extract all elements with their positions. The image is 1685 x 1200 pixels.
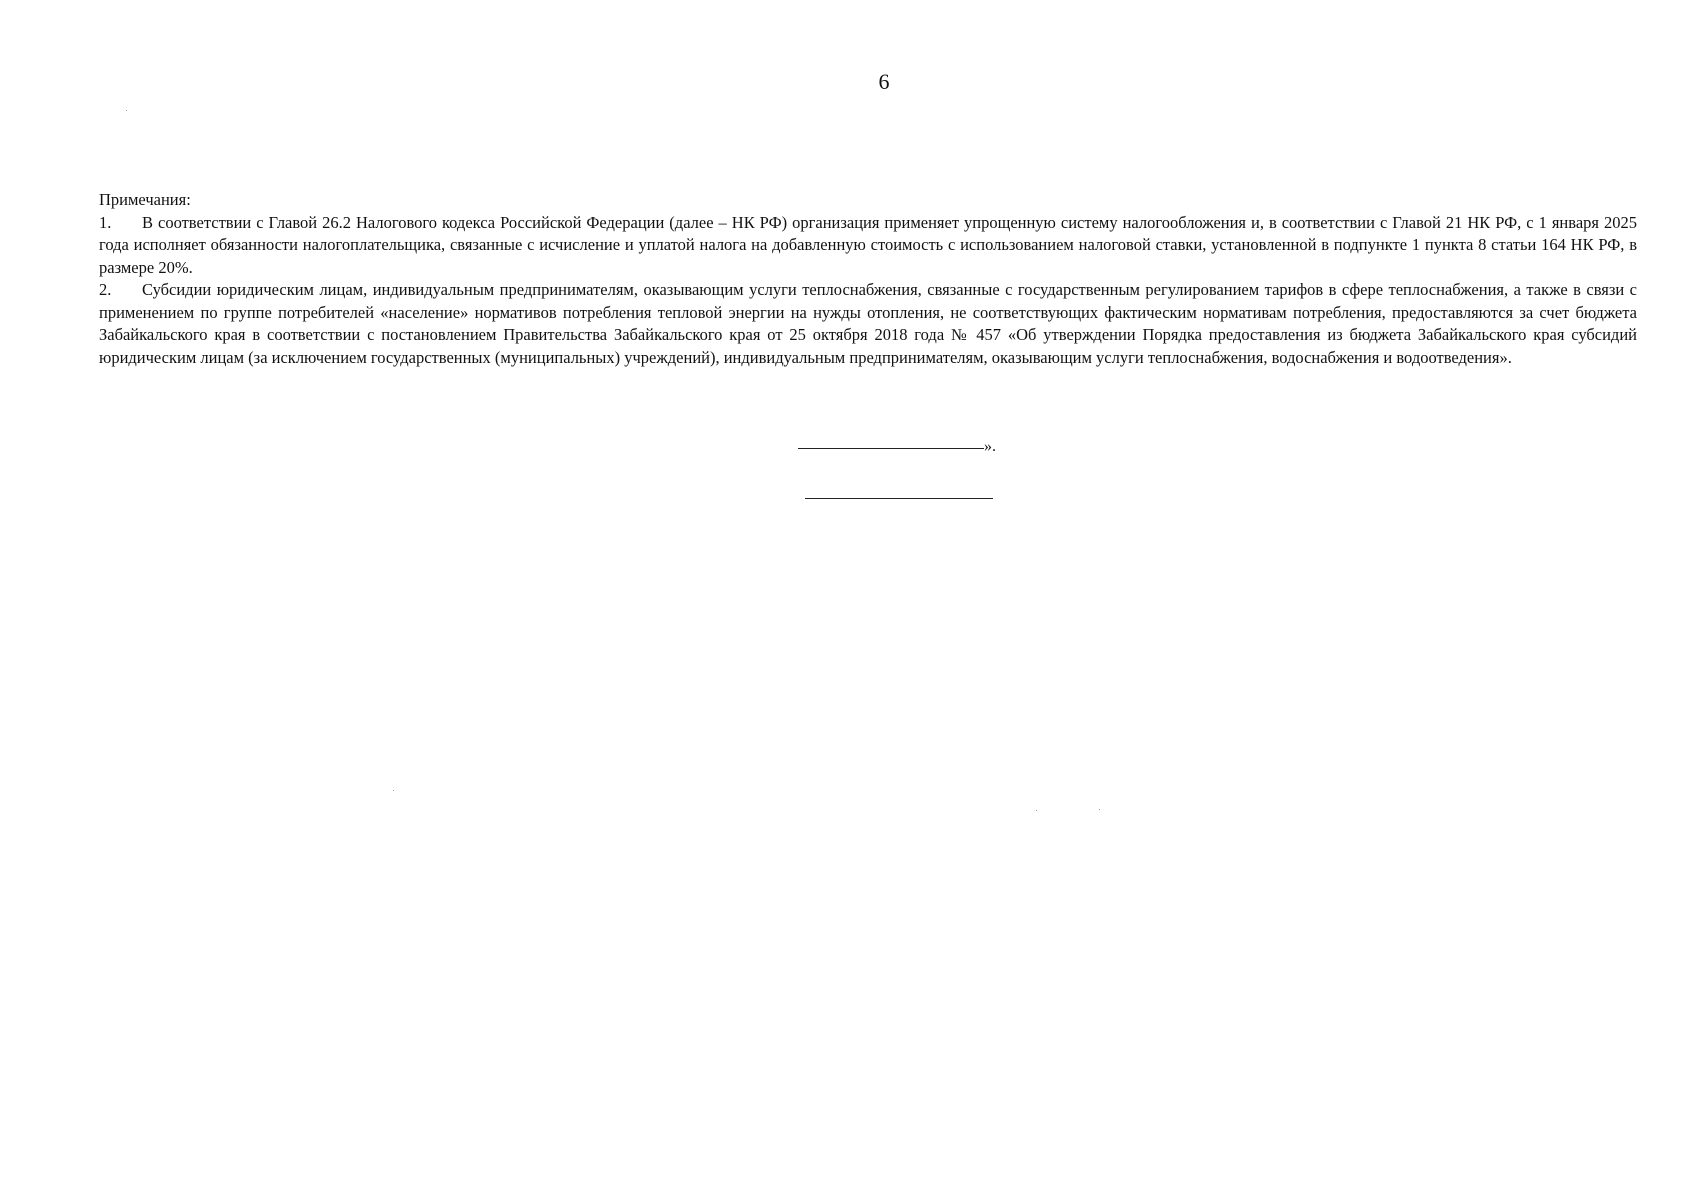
note-number: 2.: [99, 280, 112, 299]
page-number: 6: [878, 69, 890, 94]
note-number: 1.: [99, 212, 112, 232]
notes-section: [99, 189, 1637, 369]
scan-speck: [1099, 809, 1100, 810]
closing-rule: [798, 448, 984, 449]
end-of-document-rule: [805, 498, 993, 499]
note-item-2: [99, 279, 1637, 369]
closing-quote: ».: [984, 438, 996, 455]
note-text: В соответствии с Главой 26.2 Налогового кодекса Российской Федерации (далее – НК РФ) организация применяет упрощенную систему налогообложения и, в соответствии с Главой 21 НК РФ, с 1 января 2025 года исполняет обязанности налогоплательщика, связанные с исчисление и уплатой налога на добавленную стоимость с использованием налоговой ставки, установленной в подпункте 1 пункта 8 статьи 164 НК РФ, в размере 20%.: [99, 212, 1637, 277]
scan-speck: [393, 790, 394, 791]
note-item-1: [99, 212, 1637, 280]
scan-speck: [126, 110, 127, 111]
notes-heading: Примечания:: [99, 190, 191, 209]
scan-speck: [1036, 810, 1037, 811]
note-text: Субсидии юридическим лицам, индивидуальным предпринимателям, оказывающим услуги теплоснабжения, связанные с государственным регулированием тарифов в сфере теплоснабжения, а также в связи с применением по группе потребителей «население» нормативов потребления тепловой энергии на нужды отопления, не соответствующих фактическим нормативам потребления, предоставляются за счет бюджета Забайкальского края в соответствии с постановлением Правительства Забайкальского края от 25 октября 2018 года № 457 «Об утверждении Порядка предоставления из бюджета Забайкальского края субсидий юридическим лицам (за исключением государственных (муниципальных) учреждений), индивидуальным предпринимателям, оказывающим услуги теплоснабжения, водоснабжения и водоотведения».: [99, 280, 1637, 367]
